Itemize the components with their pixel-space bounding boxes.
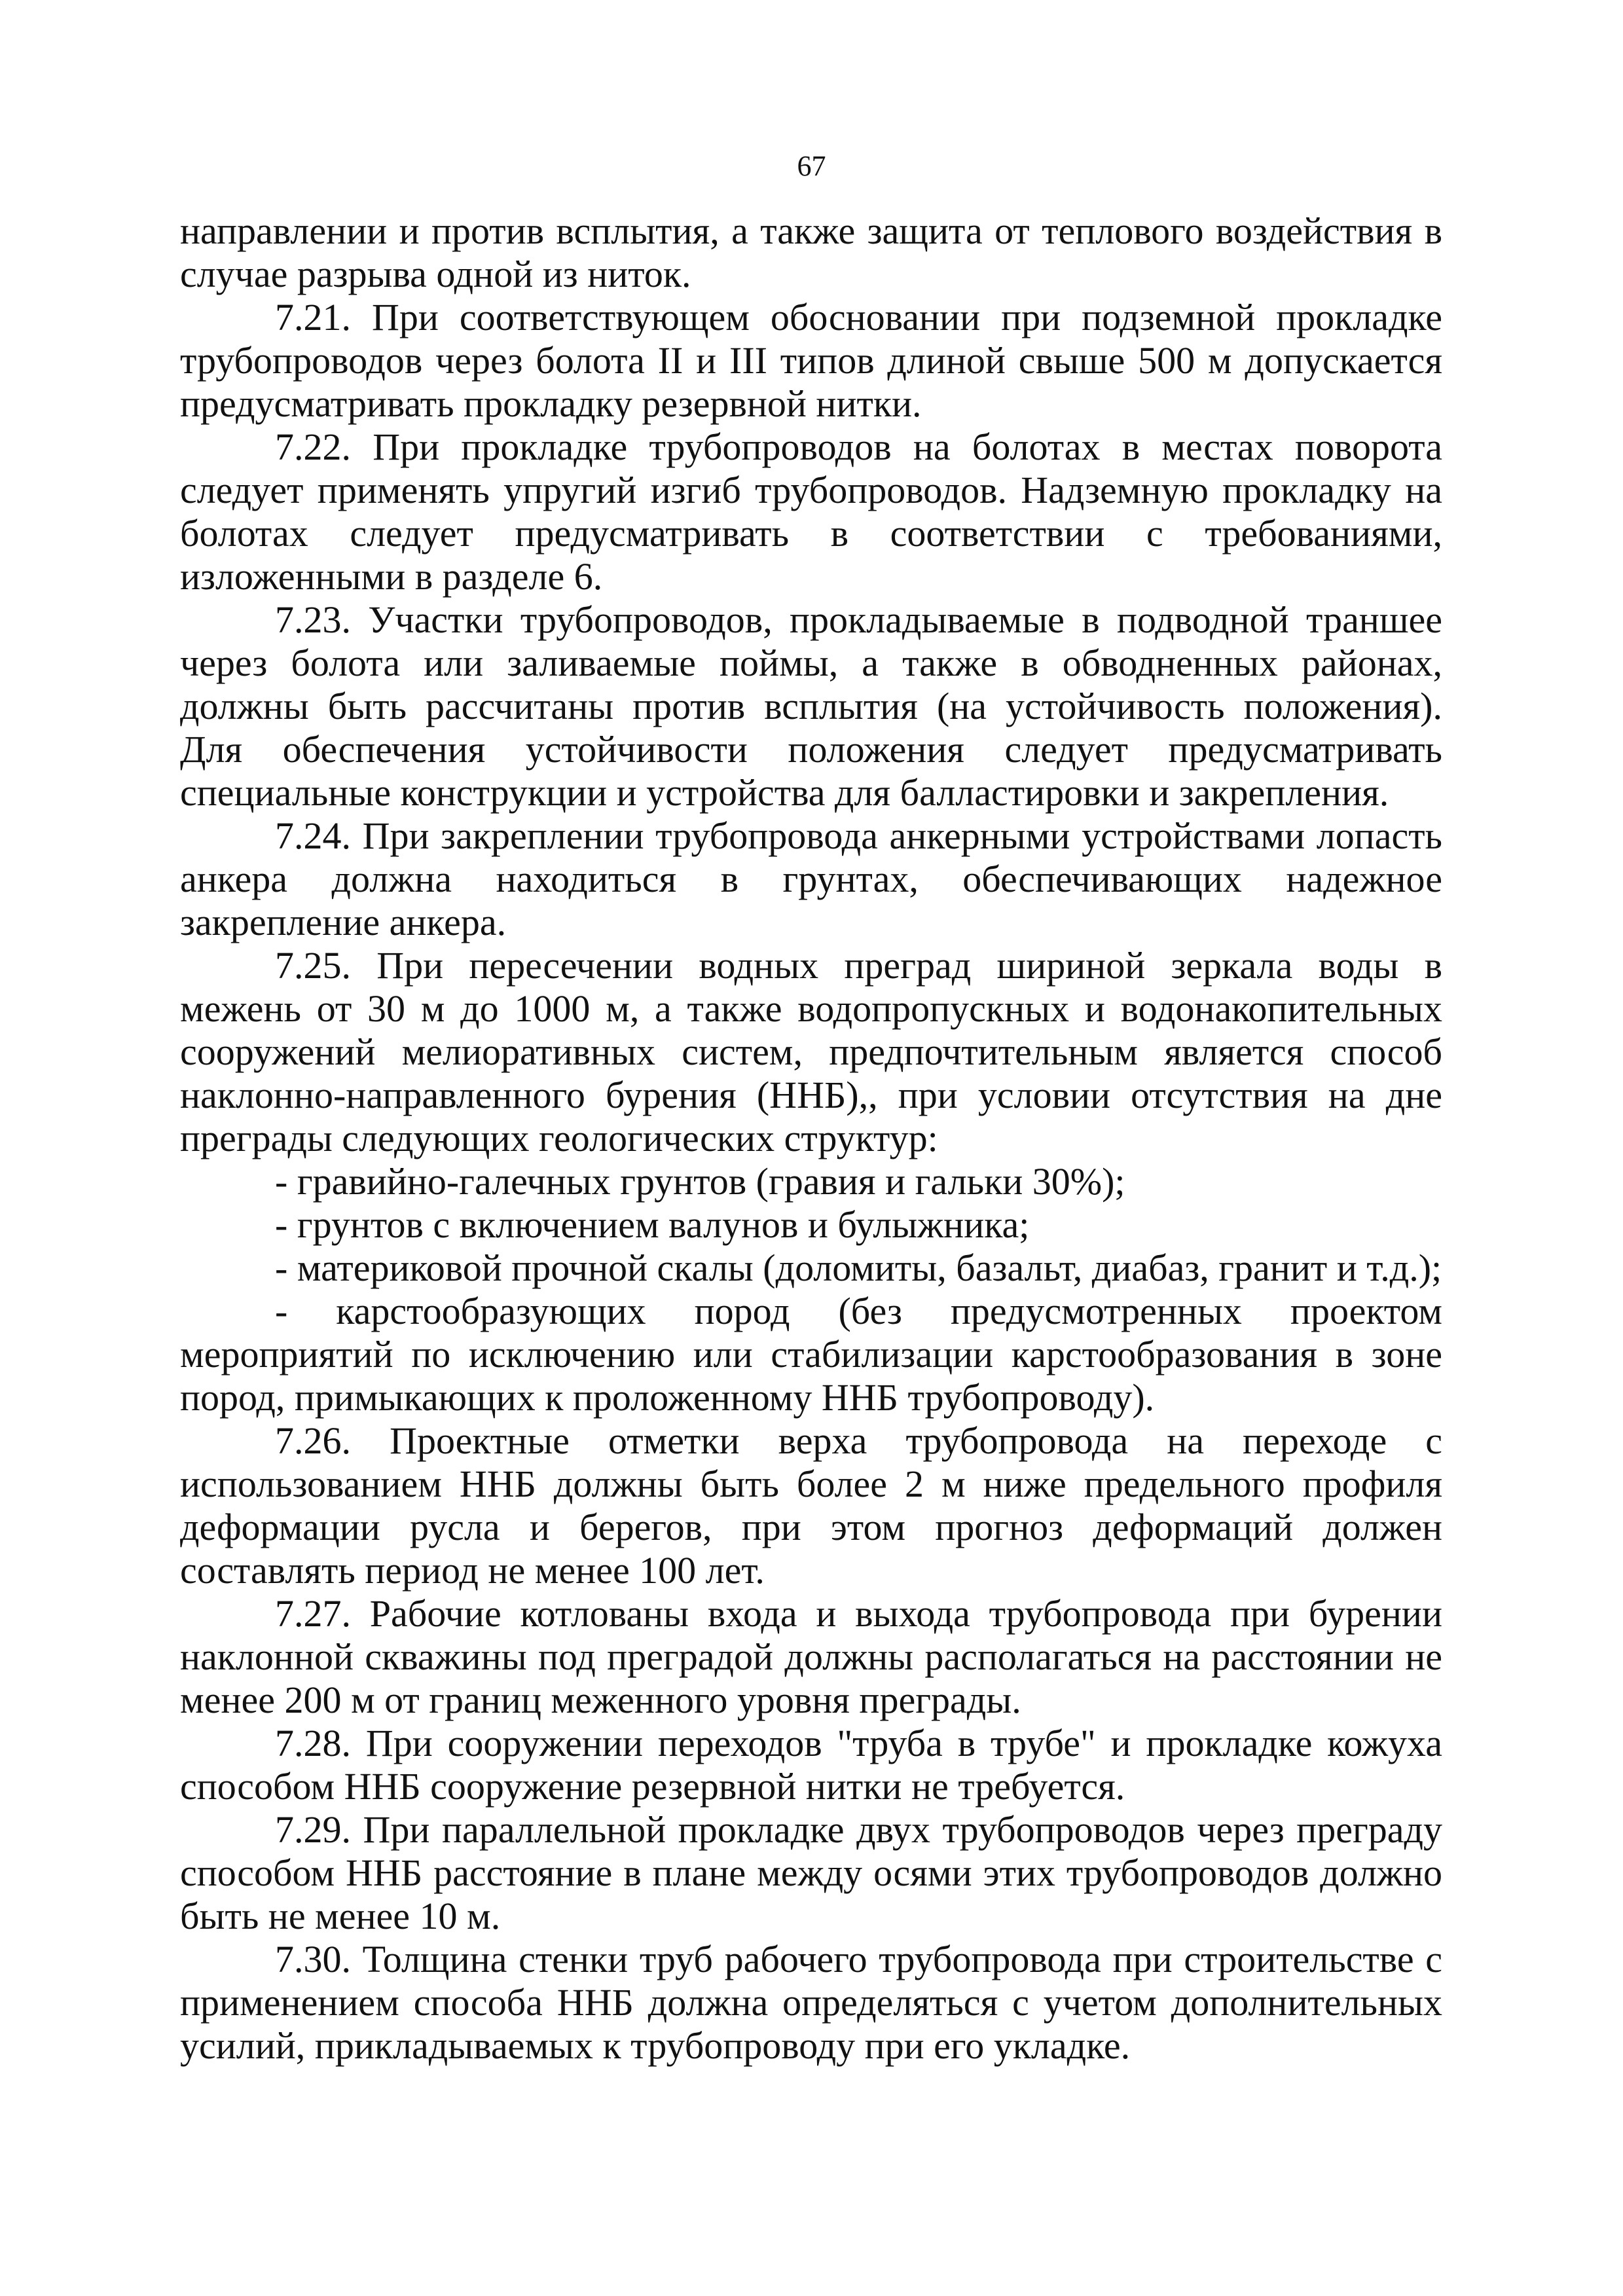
document-body (180, 210, 1442, 2068)
page-number: 67 (797, 150, 826, 182)
paragraph-7-22: 7.22. При прокладке трубопроводов на болотах в местах поворота следует применять упругий изгиб трубопроводов. Надземную прокладку на болотах следует предусматривать в соответствии с требованиями, изложенными в разделе 6. (180, 426, 1442, 598)
list-item: - карстообразующих пород (без предусмотренных проектом мероприятий по исключению или стабилизации карстообразования в зоне пород, примыкающих к проложенному ННБ трубопроводу). (180, 1290, 1442, 1419)
paragraph-continuation: направлении и против всплытия, а также защита от теплового воздействия в случае разрыва одной из ниток. (180, 210, 1442, 295)
list-item: - материковой прочной скалы (доломиты, базальт, диабаз, гранит и т.д.); (275, 1247, 1442, 1289)
paragraph-7-29: 7.29. При параллельной прокладке двух трубопроводов через преграду способом ННБ расстояние в плане между осями этих трубопроводов должно быть не менее 10 м. (180, 1808, 1442, 1937)
paragraph-7-23: 7.23. Участки трубопроводов, прокладываемые в подводной траншее через болота или заливаемые поймы, а также в обводненных районах, должны быть рассчитаны против всплытия (на устойчивость положения). Для обеспечения устойчивости положения следует предусматривать специальные конструкции и устройства для балластировки и закрепления. (180, 598, 1442, 814)
paragraph-7-26: 7.26. Проектные отметки верха трубопровода на переходе с использованием ННБ должны быть более 2 м ниже предельного профиля деформации русла и берегов, при этом прогноз деформаций должен составлять период не менее 100 лет. (180, 1419, 1442, 1592)
paragraph-7-24: 7.24. При закреплении трубопровода анкерными устройствами лопасть анкера должна находиться в грунтах, обеспечивающих надежное закрепление анкера. (180, 814, 1442, 943)
paragraph-7-25: 7.25. При пересечении водных преград шириной зеркала воды в межень от 30 м до 1000 м, а также водопропускных и водонакопительных сооружений мелиоративных систем, предпочтительным является способ наклонно-направленного бурения (ННБ),, при условии отсутствия на дне преграды следующих геологических структур: (180, 944, 1442, 1159)
paragraph-7-21: 7.21. При соответствующем обосновании при подземной прокладке трубопроводов через болота II и III типов длиной свыше 500 м допускается предусматривать прокладку резервной нитки. (180, 296, 1442, 425)
paragraph-7-28: 7.28. При сооружении переходов "труба в трубе" и прокладке кожуха способом ННБ сооружение резервной нитки не требуется. (180, 1722, 1442, 1808)
list-item: - грунтов с включением валунов и булыжника; (275, 1203, 1030, 1246)
paragraph-7-27: 7.27. Рабочие котлованы входа и выхода трубопровода при бурении наклонной скважины под преградой должны располагаться на расстоянии не менее 200 м от границ меженного уровня преграды. (180, 1592, 1442, 1721)
list-item: - гравийно-галечных грунтов (гравия и гальки 30%); (275, 1160, 1125, 1203)
paragraph-7-30: 7.30. Толщина стенки труб рабочего трубопровода при строительстве с применением способа ННБ должна определяться с учетом дополнительных усилий, прикладываемых к трубопроводу при его укладке. (180, 1938, 1442, 2067)
